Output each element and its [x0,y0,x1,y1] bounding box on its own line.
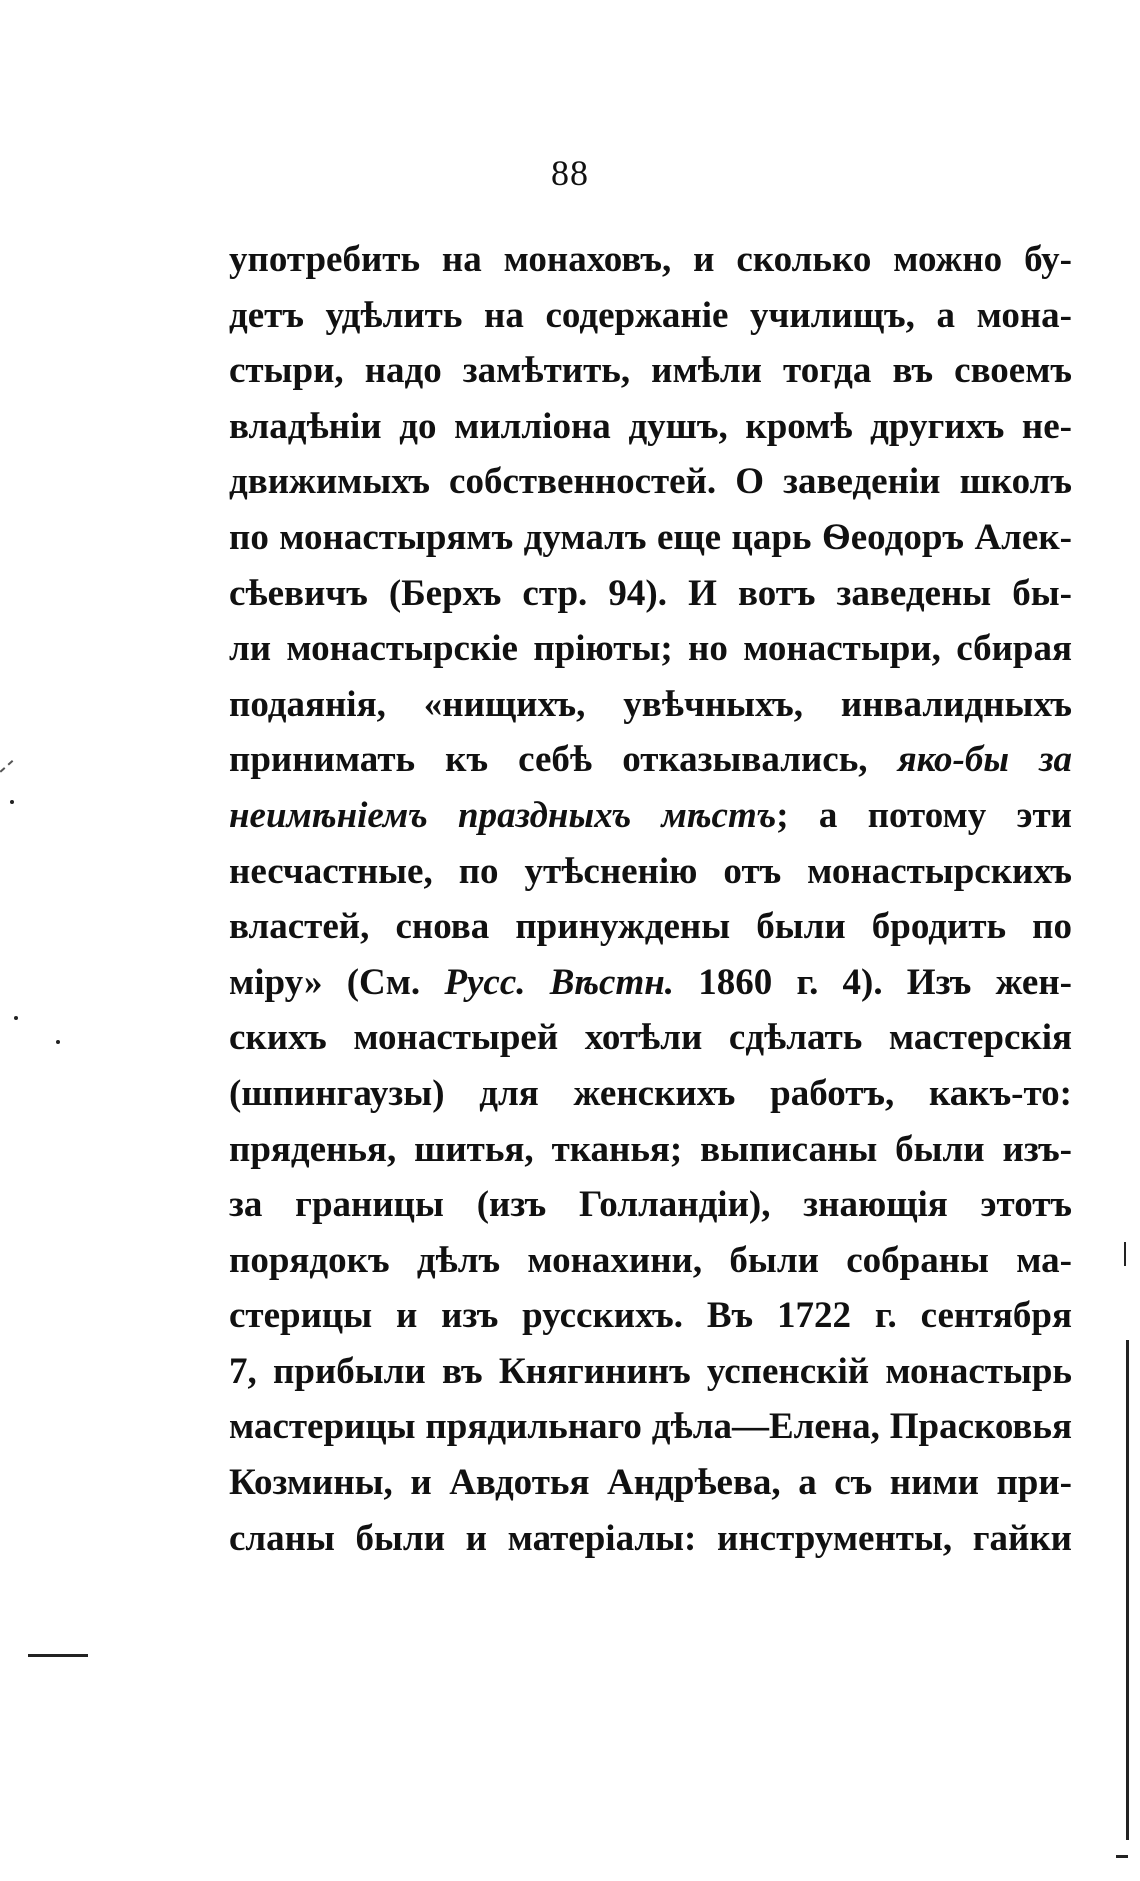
page-edge-line [1124,1242,1126,1266]
text-segment: Козмины, и Авдотья Андрѣева, а съ ними при- [229,1462,1072,1504]
text-line [229,454,1072,510]
text-line [229,1010,1072,1066]
text-segment: 7, прибыли въ Княгининъ успенскій монастырь [229,1350,1072,1392]
text-segment: детъ удѣлить на содержаніе училищъ, а мона- [229,294,1072,336]
text-segment: скихъ монастырей хотѣли сдѣлать мастерскія [229,1017,1072,1059]
text-line [229,1288,1072,1344]
text-segment: подаянія, «нищихъ, увѣчныхъ, инвалидныхъ [229,683,1072,725]
text-segment: сѣевичъ (Берхъ стр. 94). И вотъ заведены бы- [229,572,1072,614]
text-segment: движимыхъ собственностей. О заведеніи школъ [229,461,1072,503]
text-line [229,899,1072,955]
body-text [229,232,1072,1566]
text-line [229,1233,1072,1289]
text-line [229,288,1072,344]
page-number: 88 [551,153,589,193]
text-segment: пряденья, шитья, тканья; выписаны были изъ- [229,1128,1072,1170]
text-line [229,677,1072,733]
text-segment: властей, снова принуждены были бродить по [229,906,1072,948]
text-line [229,1177,1072,1233]
page-edge-tick [1116,1855,1128,1858]
text-segment: употребить на монаховъ, и сколько можно бу- [229,239,1072,280]
text-segment: по монастырямъ думалъ еще царь Ѳеодоръ Алек- [229,516,1072,558]
text-segment: ; а потому эти [776,794,1072,836]
text-segment: (шпингаузы) для женскихъ работъ, какъ-то: [229,1072,1072,1114]
text-segment: міру» (См. [229,961,445,1003]
italic-segment: яко-бы за [897,739,1072,781]
text-line [229,1344,1072,1400]
text-line [229,1122,1072,1178]
text-line [229,1455,1072,1511]
margin-dash-mark [28,1654,88,1657]
text-segment: мастерицы прядильнаго дѣла—Елена, Прасковья [229,1406,1072,1448]
text-line [229,1066,1072,1122]
italic-segment: неимѣніемъ праздныхъ мѣстъ [229,794,777,836]
italic-segment: Русс. Вѣстн. [444,961,675,1003]
text-segment: за границы (изъ Голландіи), знающія этотъ [229,1184,1072,1226]
text-line [229,732,1072,788]
text-line [229,399,1072,455]
text-line [229,232,1072,288]
text-line [229,955,1072,1011]
margin-dot [56,1040,60,1044]
text-segment: владѣніи до милліона душъ, кромѣ другихъ не- [229,405,1072,447]
text-line [229,1399,1072,1455]
text-line [229,566,1072,622]
text-line [229,343,1072,399]
margin-dot [10,800,14,804]
text-segment: стерицы и изъ русскихъ. Въ 1722 г. сентября [229,1295,1072,1337]
text-segment: ли монастырскіе пріюты; но монастыри, сбирая [229,628,1072,670]
text-segment: 1860 г. 4). Изъ жен- [674,961,1072,1003]
text-line [229,621,1072,677]
text-line [229,844,1072,900]
text-segment: порядокъ дѣлъ монахини, были собраны ма- [229,1239,1072,1281]
text-segment: принимать къ себѣ отказывались, [229,739,898,781]
page-edge-line [1126,1340,1129,1840]
text-segment: стыри, надо замѣтить, имѣли тогда въ своемъ [229,350,1072,392]
text-line [229,788,1072,844]
text-line [229,1511,1072,1567]
margin-dot [14,1016,18,1020]
text-line [229,510,1072,566]
text-segment: несчастные, по утѣсненію отъ монастырскихъ [229,850,1072,892]
text-segment: сланы были и матеріалы: инструменты, гайки [229,1517,1072,1559]
